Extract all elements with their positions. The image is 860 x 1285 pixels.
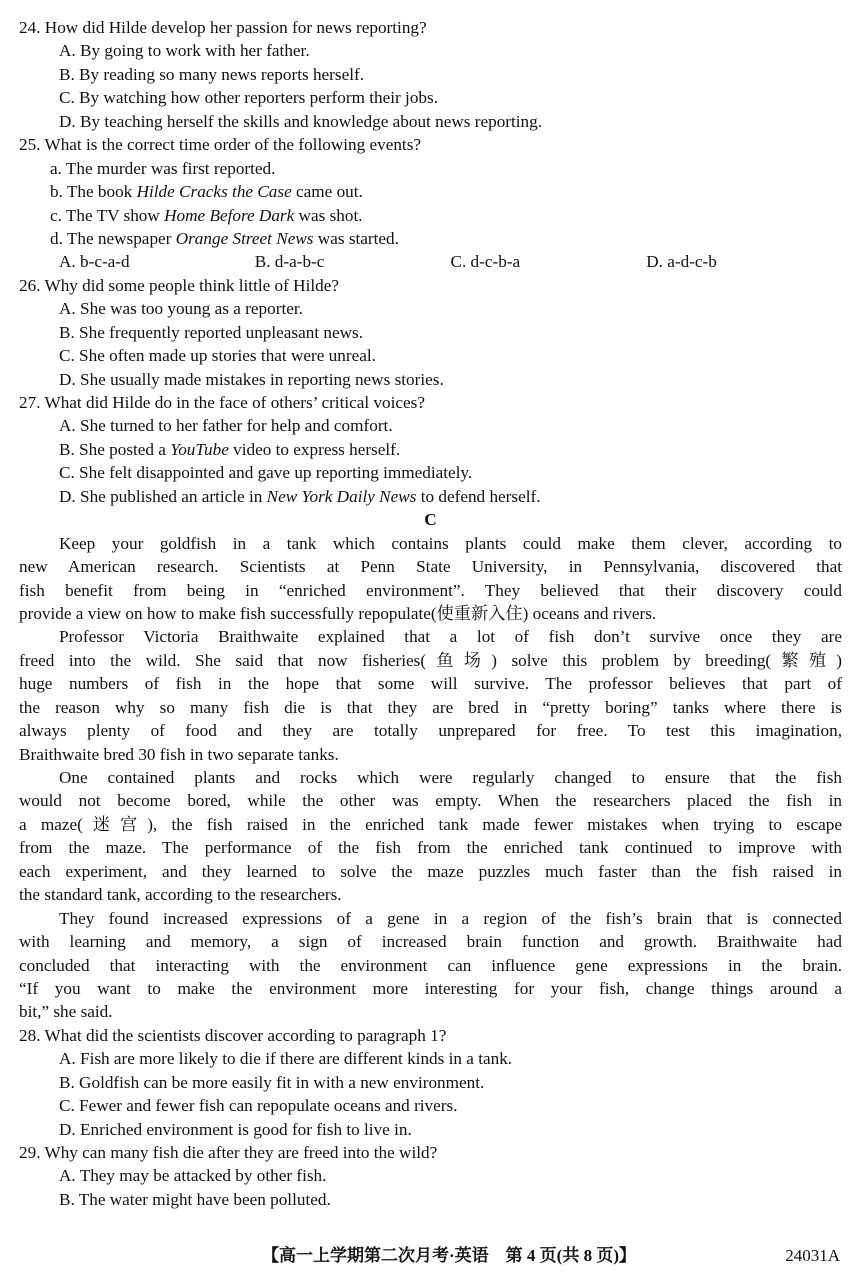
passage-paragraph-4 [19,907,842,1024]
option-b: B. Goldfish can be more easily fit in with a new environment. [59,1072,485,1092]
passage-line: each experiment, and they learned to solve the maze puzzles much faster than the fish raised in [19,861,842,881]
option-a: A. They may be attacked by other fish. [59,1166,327,1186]
passage-line: huge numbers of fish in the hope that some will survive. The professor believes that part of [19,674,842,694]
passage-line: freed into the wild. She said that now fisheries(鱼场) solve this problem by breeding(繁殖) [19,650,842,670]
option-d: D. She usually made mistakes in reporting news stories. [59,369,444,389]
event-d: d. The newspaper Orange Street News was started. [50,228,399,248]
footer-title: 【高一上学期第二次月考·英语 第 4 页(共 8 页)】 [262,1246,636,1265]
question-stem: 25. What is the correct time order of the following events? [19,135,422,155]
choice-b: B. d-a-b-c [254,252,325,272]
option-b: B. She frequently reported unpleasant news. [59,322,364,342]
choice-c: C. d-c-b-a [450,252,521,272]
option-b: B. The water might have been polluted. [59,1189,331,1209]
option-b: B. By reading so many news reports herself. [59,64,365,84]
question-stem: 26. Why did some people think little of Hilde? [19,275,339,295]
exam-page [19,16,842,1211]
option-b: B. She posted a YouTube video to express herself. [59,439,401,459]
choice-d: D. a-d-c-b [646,252,717,272]
event-c: c. The TV show Home Before Dark was shot. [50,205,363,225]
option-d: D. She published an article in New York Daily News to defend herself. [59,486,541,506]
question-stem: 27. What did Hilde do in the face of others’ critical voices? [19,393,425,412]
option-a: A. Fish are more likely to die if there are different kinds in a tank. [59,1049,513,1069]
question-26 [19,274,842,391]
passage-line: bit,” she said. [19,1002,113,1022]
exam-code: 24031A [785,1246,840,1265]
passage-paragraph-2 [19,625,842,766]
option-d: D. Enriched environment is good for fish to live in. [59,1119,412,1139]
option-c: C. She felt disappointed and gave up reporting immediately. [59,463,473,483]
passage-line: concluded that interacting with the environment can influence gene expressions in the brain. [19,955,842,975]
question-24 [19,16,842,133]
passage-line: Keep your goldfish in a tank which contains plants could make them clever, according to [59,533,842,553]
passage-line: from the maze. The performance of the fish from the enriched tank continued to improve with [19,838,842,858]
passage-paragraph-3 [19,766,842,907]
section-heading: C [424,510,437,530]
passage-paragraph-1 [19,532,842,626]
passage-line: the standard tank, according to the researchers. [19,885,342,905]
passage-line: provide a view on how to make fish successfully repopulate(使重新入住) oceans and rivers. [19,603,657,623]
passage-line: the reason why so many fish die is that they are bred in “pretty boring” tanks where there is [19,697,842,717]
passage-line: fish benefit from being in “enriched environment”. They believed that their discovery could [19,580,842,600]
question-25 [19,133,842,274]
option-a: A. She was too young as a reporter. [59,299,303,319]
event-b: b. The book Hilde Cracks the Case came out. [50,182,363,202]
option-d: D. By teaching herself the skills and knowledge about news reporting. [59,111,543,131]
question-stem: 29. Why can many fish die after they are freed into the wild? [19,1143,438,1162]
question-29 [19,1141,842,1211]
passage-line: a maze(迷宫), the fish raised in the enriched tank made fewer mistakes when trying to escape [19,814,842,834]
choice-a: A. b-c-a-d [59,252,130,272]
option-c: C. By watching how other reporters perform their jobs. [59,88,438,108]
passage-line: new American research. Scientists at Penn State University, in Pennsylvania, discovered that [19,557,842,577]
passage-line: Braithwaite bred 30 fish in two separate tanks. [19,744,339,764]
passage-line: would not become bored, while the other was empty. When the researchers placed the fish in [19,791,842,811]
question-stem: 24. How did Hilde develop her passion for news reporting? [19,18,427,37]
question-27 [19,391,842,508]
passage-line: with learning and memory, a sign of increased brain function and growth. Braithwaite had [19,932,842,952]
event-a: a. The murder was first reported. [50,158,276,178]
passage-line: “If you want to make the environment more interesting for your fish, change things around a [19,978,842,998]
section-c [19,508,842,1024]
option-a: A. By going to work with her father. [59,41,310,61]
passage-line: One contained plants and rocks which were regularly changed to ensure that the fish [59,768,842,787]
passage-line: always plenty of food and they are totally unprepared for free. To test this imagination, [19,721,842,741]
passage-line: Professor Victoria Braithwaite explained that a lot of fish don’t survive once they are [59,627,842,647]
passage-line: They found increased expressions of a gene in a region of the fish’s brain that is connected [59,908,842,928]
page-footer [0,1243,860,1269]
option-c: C. Fewer and fewer fish can repopulate oceans and rivers. [59,1096,458,1116]
question-28 [19,1024,842,1141]
answer-choices [19,250,842,273]
option-c: C. She often made up stories that were unreal. [59,346,376,366]
question-stem: 28. What did the scientists discover according to paragraph 1? [19,1025,447,1045]
option-a: A. She turned to her father for help and comfort. [59,416,393,436]
